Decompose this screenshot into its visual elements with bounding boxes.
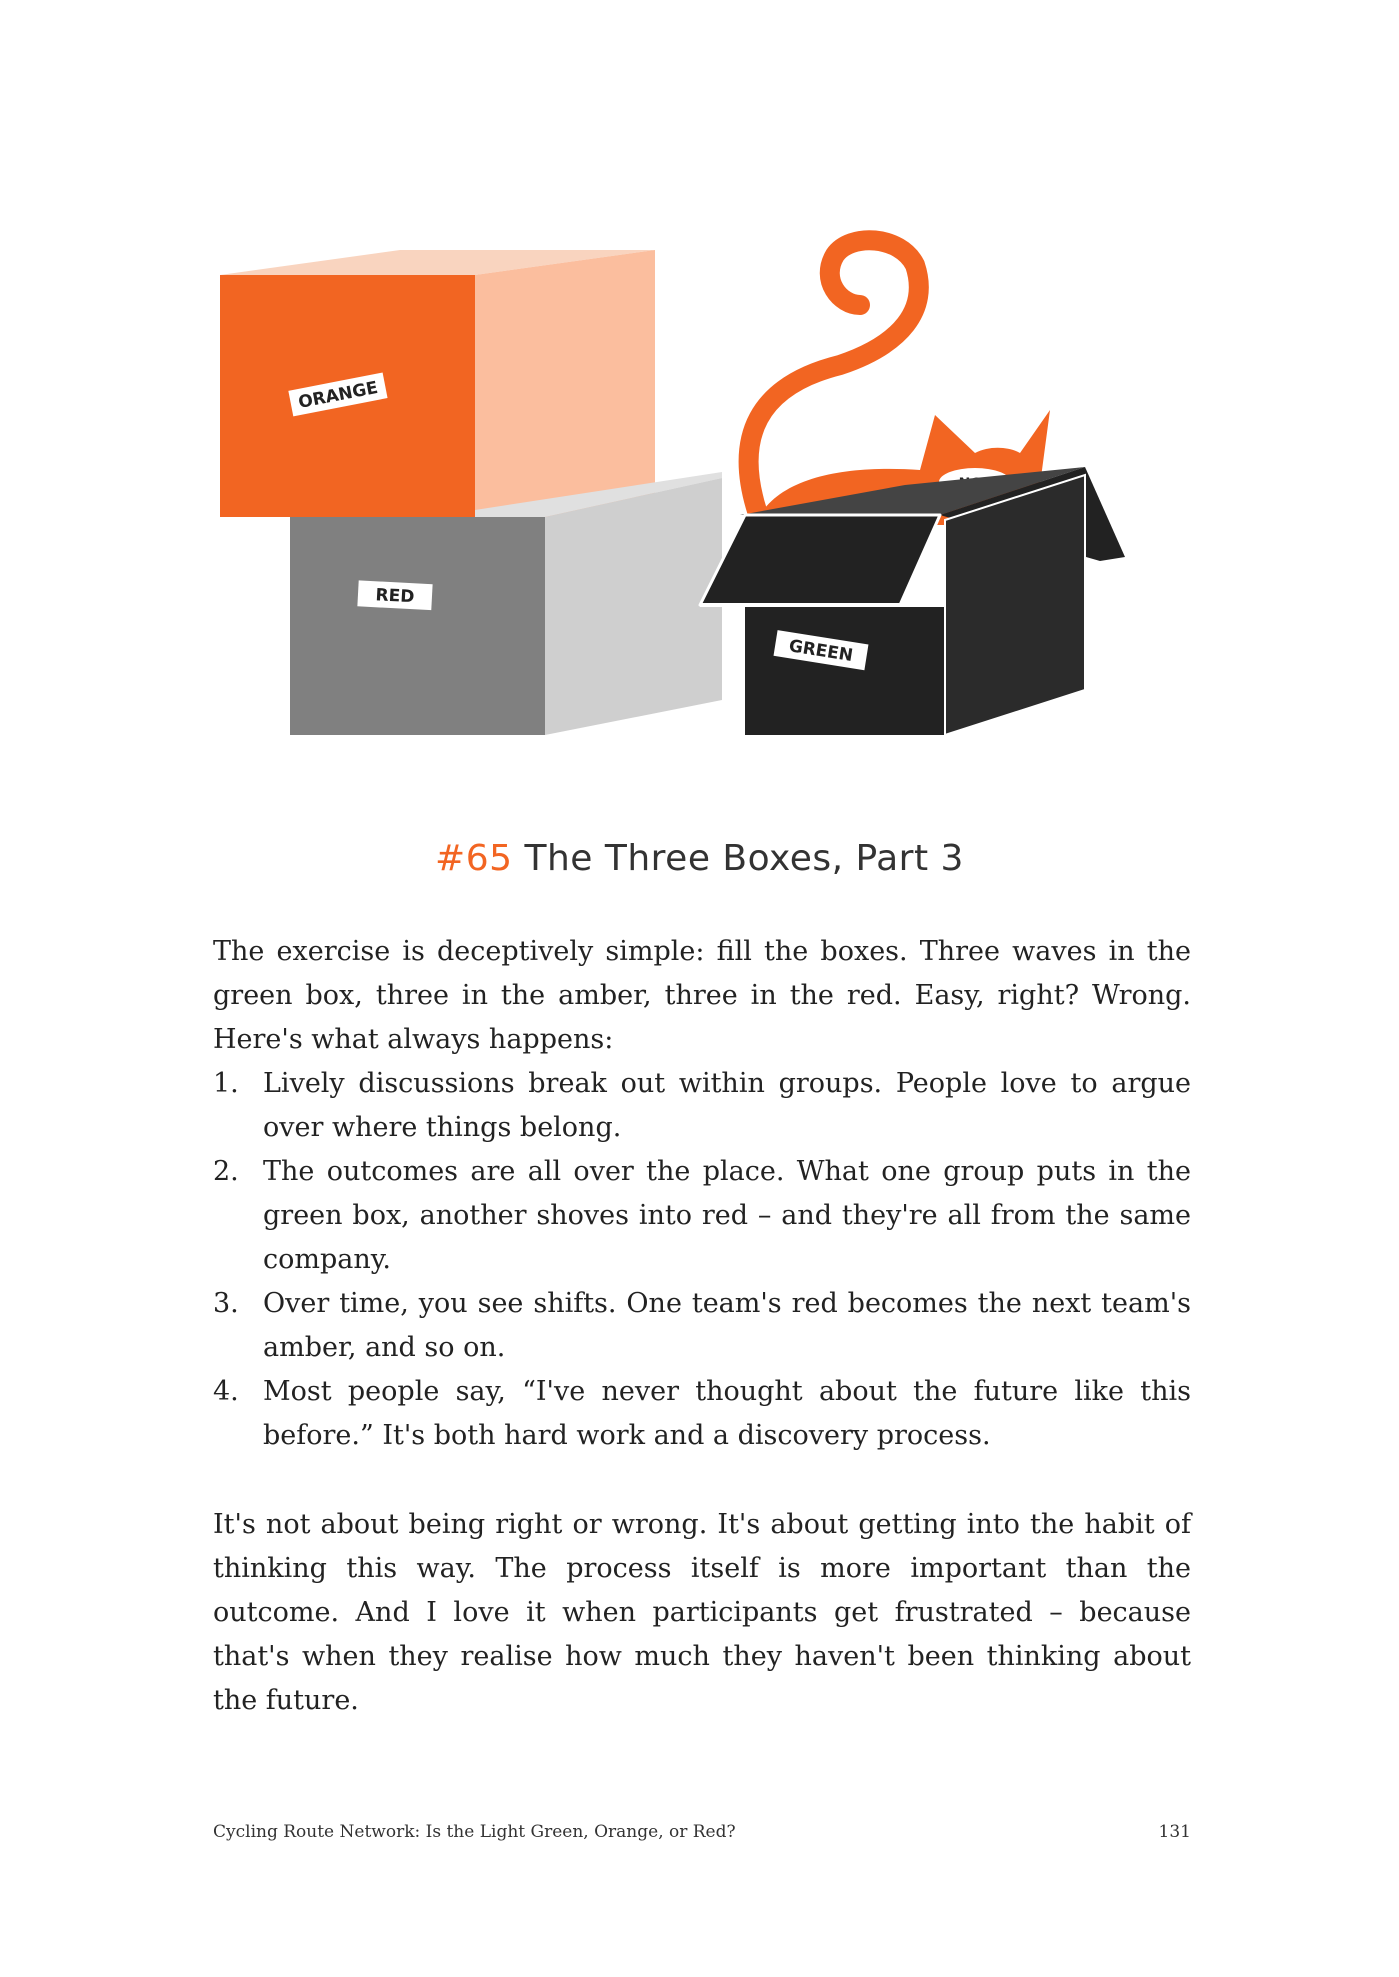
orange-box <box>220 250 655 517</box>
list-item <box>213 1370 1191 1458</box>
grey-box-label: RED <box>375 585 415 608</box>
list-item <box>213 1282 1191 1370</box>
section-title: The Three Boxes, Part 3 <box>524 838 964 879</box>
intro-block <box>213 930 1191 1458</box>
section-heading <box>0 838 1399 879</box>
numbered-list <box>213 1062 1191 1458</box>
list-item-number: 4. <box>213 1376 239 1407</box>
list-item-text: Over time, you see shifts. One team's red becomes the next team's amber, and so on. <box>263 1288 1191 1363</box>
black-box-label: GREEN <box>787 636 855 667</box>
list-item-text: The outcomes are all over the place. What one group puts in the green box, another shoves into red – and they're all from the same company. <box>263 1156 1191 1275</box>
running-footer-title: Cycling Route Network: Is the Light Green, Orange, or Red? <box>213 1822 736 1842</box>
list-item-text: Most people say, “I've never thought about the future like this before.” It's both hard work and a discovery process. <box>263 1376 1191 1451</box>
orange-box-label: ORANGE <box>296 377 380 413</box>
closing-paragraph: It's not about being right or wrong. It's about getting into the habit of thinking this way. The process itself is more important than the outcome. And I love it when participants get frustrated – because that's when they realise how much they haven't been thinking about the future. <box>213 1509 1191 1716</box>
three-boxes-cat-illustration <box>200 225 1200 755</box>
list-item <box>213 1150 1191 1282</box>
list-item-number: 1. <box>213 1068 239 1099</box>
page-number: 131 <box>1158 1822 1191 1842</box>
section-number: #65 <box>435 838 513 879</box>
intro-paragraph: The exercise is deceptively simple: fill the boxes. Three waves in the green box, three in the amber, three in the red. Easy, right? Wrong. Here's what always happens: <box>213 936 1191 1055</box>
list-item-text: Lively discussions break out within groups. People love to argue over where things belong. <box>263 1068 1191 1143</box>
list-item-number: 3. <box>213 1288 239 1319</box>
list-item <box>213 1062 1191 1150</box>
list-item-number: 2. <box>213 1156 239 1187</box>
